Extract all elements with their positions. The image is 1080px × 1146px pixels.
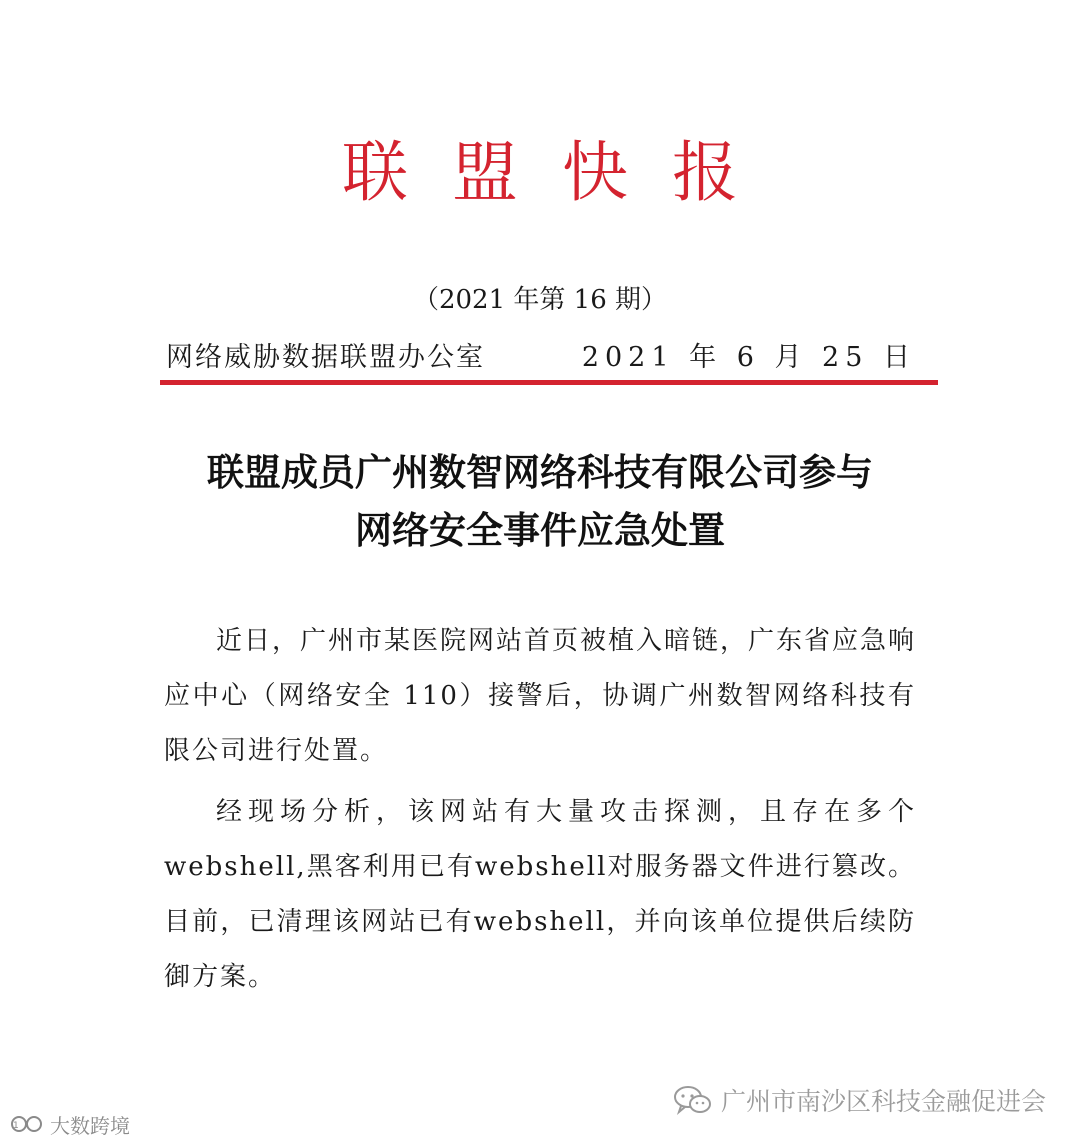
body-paragraph-1: 近日，广州市某医院网站首页被植入暗链，广东省应急响应中心（网络安全 110）接警后，协调广州数智网络科技有限公司进行处置。	[164, 626, 917, 766]
issue-date: 2021 年 6 月 25 日	[581, 342, 916, 373]
red-divider	[160, 380, 938, 385]
masthead-title: 联盟快报	[342, 134, 782, 211]
article-headline	[0, 444, 1080, 560]
issue-number: （2021 年第 16 期）	[412, 285, 668, 315]
issuing-office: 网络威胁数据联盟办公室	[166, 342, 485, 373]
watermark-right	[673, 1078, 1046, 1122]
headline-line-1: 联盟成员广州数智网络科技有限公司参与	[207, 451, 873, 494]
meta-row	[166, 338, 916, 378]
body-paragraph-2: 经现场分析，该网站有大量攻击探测，且存在多个webshell,黑客利用已有webshell对服务器文件进行篡改。目前，已清理该网站已有webshell，并向该单位提供后续防御方案。	[164, 797, 916, 992]
article-body	[164, 614, 916, 1005]
wechat-icon	[673, 1084, 713, 1116]
watermark-left-text: 大数跨境	[50, 1113, 130, 1138]
watermark-left	[10, 1108, 130, 1140]
svg-text:1: 1	[13, 1121, 19, 1131]
logo-icon	[10, 1113, 44, 1135]
watermark-right-text: 广州市南沙区科技金融促进会	[720, 1087, 1046, 1116]
headline-line-2: 网络安全事件应急处置	[355, 509, 725, 552]
